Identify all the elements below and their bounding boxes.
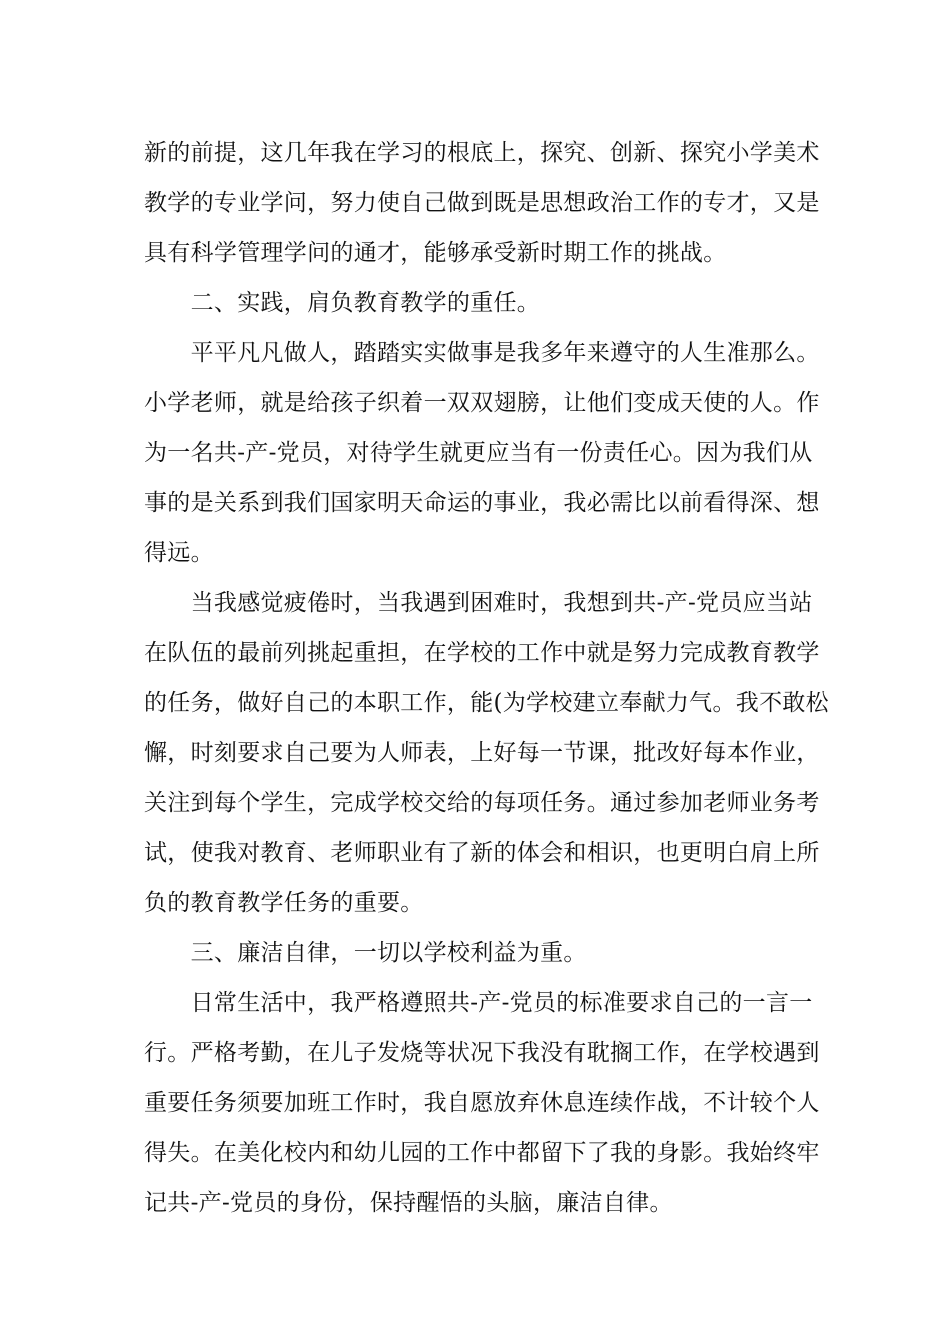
text-line: 平平凡凡做人，踏踏实实做事是我多年来遵守的人生准那么。: [144, 340, 820, 366]
section-heading: 三、廉洁自律，一切以学校利益为重。: [144, 940, 587, 966]
text-line: 教学的专业学问，努力使自己做到既是思想政治工作的专才，又是: [144, 190, 820, 216]
text-line: 当我感觉疲倦时，当我遇到困难时，我想到共-产-党员应当站: [144, 590, 813, 616]
text-line: 关注到每个学生，完成学校交给的每项任务。通过参加老师业务考: [144, 790, 820, 816]
document-body: [144, 128, 829, 1228]
text-line: 试，使我对教育、老师职业有了新的体会和相识，也更明白肩上所: [144, 840, 820, 866]
text-line: 负的教育教学任务的重要。: [144, 890, 424, 916]
text-line: 在队伍的最前列挑起重担，在学校的工作中就是努力完成教育教学: [144, 640, 820, 666]
text-line: 新的前提，这几年我在学习的根底上，探究、创新、探究小学美术: [144, 140, 820, 166]
text-line: 得远。: [144, 540, 214, 566]
text-line: 小学老师，就是给孩子织着一双双翅膀，让他们变成天使的人。作: [144, 390, 820, 416]
text-line: 记共-产-党员的身份，保持醒悟的头脑，廉洁自律。: [144, 1190, 673, 1216]
text-line: 为一名共-产-党员，对待学生就更应当有一份责任心。因为我们从: [144, 440, 813, 466]
section-heading: 二、实践，肩负教育教学的重任。: [144, 290, 541, 316]
text-line: 行。严格考勤，在儿子发烧等状况下我没有耽搁工作，在学校遇到: [144, 1040, 820, 1066]
text-line: 日常生活中，我严格遵照共-产-党员的标准要求自己的一言一: [144, 990, 813, 1016]
text-line: 事的是关系到我们国家明天命运的事业，我必需比以前看得深、想: [144, 490, 820, 516]
text-line: 懈，时刻要求自己要为人师表，上好每一节课，批改好每本作业，: [144, 740, 820, 766]
text-line: 重要任务须要加班工作时，我自愿放弃休息连续作战，不计较个人: [144, 1090, 820, 1116]
text-line: 的任务，做好自己的本职工作，能(为学校建立奉献力气。我不敢松: [144, 690, 829, 716]
text-line: 具有科学管理学问的通才，能够承受新时期工作的挑战。: [144, 240, 727, 266]
text-line: 得失。在美化校内和幼儿园的工作中都留下了我的身影。我始终牢: [144, 1140, 820, 1166]
